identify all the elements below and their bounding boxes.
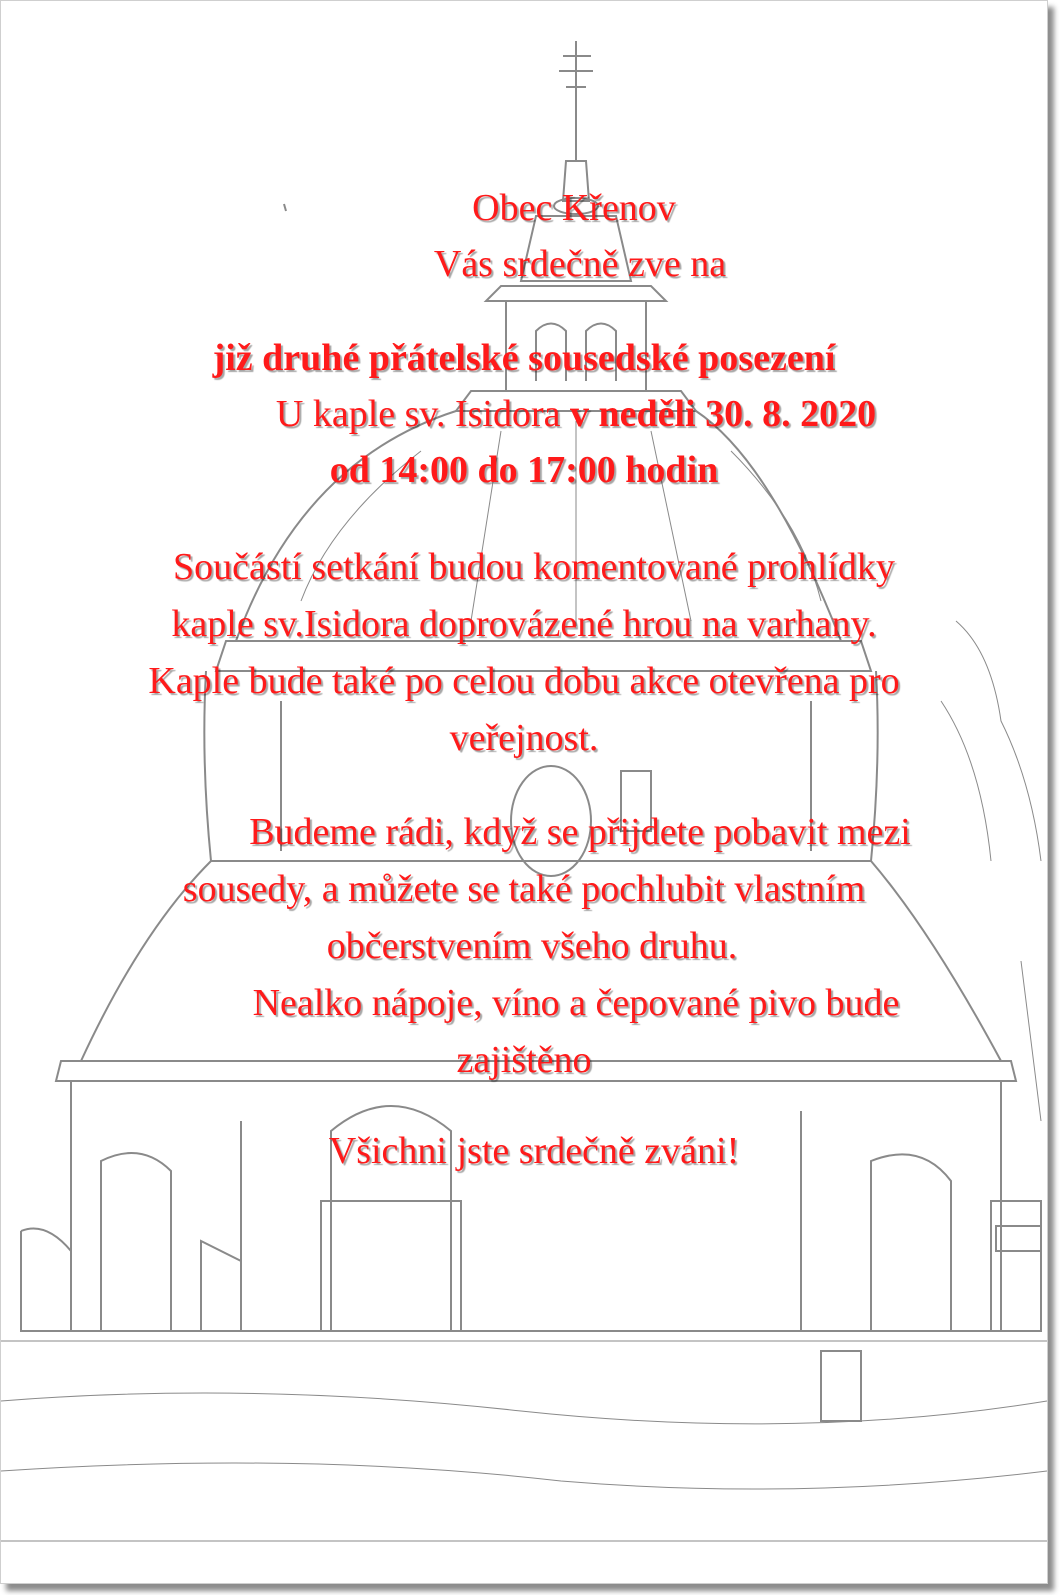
invite-line-1: Budeme rádi, když se přijdete pobavit mezi bbox=[249, 811, 911, 853]
event-title-text: již druhé přátelské sousedské posezení bbox=[212, 337, 836, 379]
event-date: v neděli 30. 8. 2020 bbox=[569, 393, 877, 435]
event-place-date bbox=[53, 391, 1048, 437]
tours-line-3: Kaple bude také po celou dobu akce otevřena pro bbox=[148, 660, 900, 702]
closing-line: Všichni jste srdečně zváni! bbox=[328, 1130, 740, 1172]
invite-line-4: Nealko nápoje, víno a čepované pivo bude bbox=[252, 982, 900, 1024]
event-title bbox=[1, 335, 1047, 381]
invitation-intro: Vás srdečně zve na bbox=[433, 243, 727, 285]
event-place: U kaple sv. Isidora bbox=[275, 393, 570, 435]
chapel-sketch-background bbox=[1, 1, 1047, 1583]
invite-line-5: zajištěno bbox=[456, 1039, 592, 1081]
invite-line-3: občerstvením všeho druhu. bbox=[326, 925, 738, 967]
ground-shape bbox=[1, 1341, 1047, 1541]
tours-line-2: kaple sv.Isidora doprovázené hrou na varhany. bbox=[171, 603, 877, 645]
tours-line-1: Součástí setkání budou komentované prohlídky bbox=[173, 546, 895, 588]
cross-icon bbox=[559, 41, 593, 121]
village-name: Obec Křenov bbox=[472, 187, 676, 229]
event-time bbox=[1, 447, 1047, 493]
event-time-text: od 14:00 do 17:00 hodin bbox=[329, 449, 719, 491]
tours-line-4: veřejnost. bbox=[449, 717, 599, 759]
gravestones-shape bbox=[21, 1153, 1041, 1421]
rotunda-body-shape bbox=[71, 1081, 1001, 1331]
invite-line-2: sousedy, a můžete se také pochlubit vlastním bbox=[182, 868, 866, 910]
